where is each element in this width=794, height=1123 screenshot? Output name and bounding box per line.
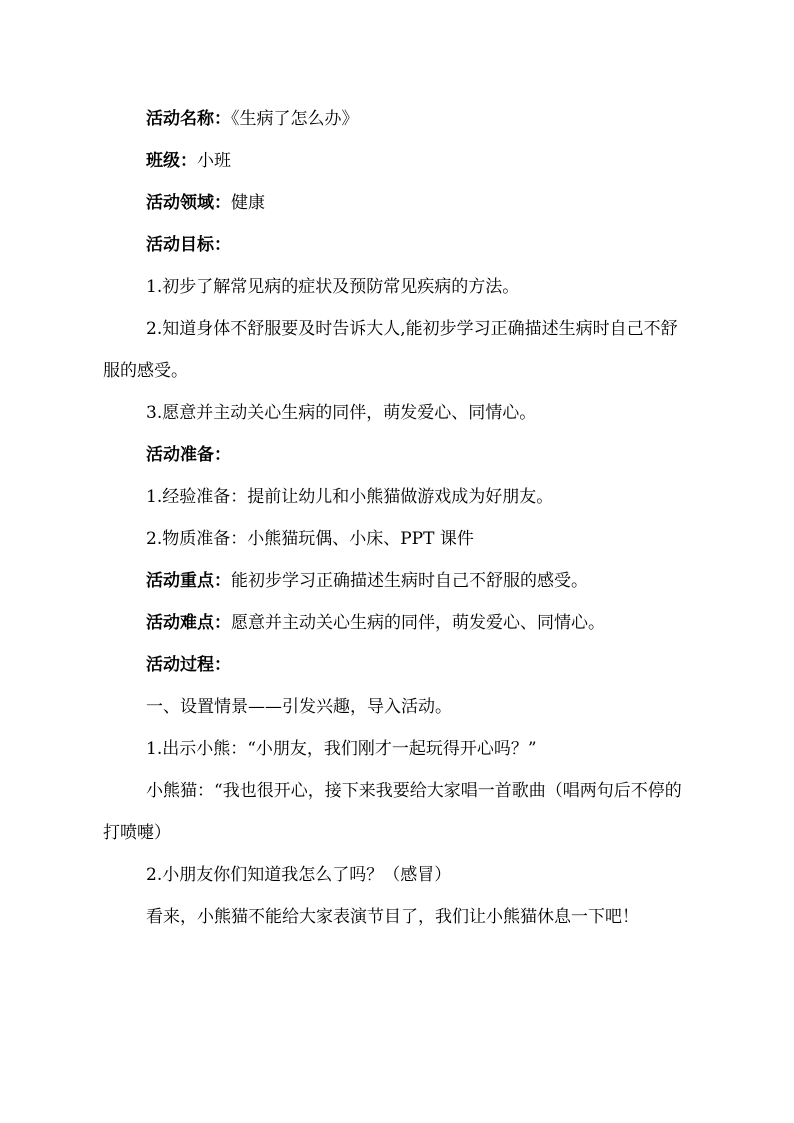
class-label: 班级： (146, 151, 197, 171)
goal-item: 1.初步了解常见病的症状及预防常见疾病的方法。 (146, 277, 520, 297)
domain-label: 活动领域： (146, 193, 231, 213)
process-step: 小熊猫：“我也很开心，接下来我要给大家唱一首歌曲（唱两句后不停的打喷嚏） (103, 781, 682, 843)
difficulty-value: 愿意并主动关心生病的同伴，萌发爱心、同情心。 (231, 613, 605, 633)
key-point-value: 能初步学习正确描述生病时自己不舒服的感受。 (231, 571, 588, 591)
process-step: 一、设置情景——引发兴趣，导入活动。 (146, 697, 452, 717)
class-line (103, 140, 693, 182)
key-point-line (103, 560, 693, 602)
process-heading: 活动过程： (146, 655, 231, 675)
activity-name-value: 《生病了怎么办》 (231, 109, 359, 129)
key-point-label: 活动重点： (146, 571, 231, 591)
goal-item: 2.知道身体不舒服要及时告诉大人,能初步学习正确描述生病时自己不舒服的感受。 (103, 319, 678, 381)
domain-value: 健康 (231, 193, 265, 213)
difficulty-label: 活动难点： (146, 613, 231, 633)
preparation-heading: 活动准备： (146, 445, 231, 465)
preparation-item: 2.物质准备：小熊猫玩偶、小床、PPT 课件 (146, 529, 474, 549)
class-value: 小班 (197, 151, 231, 171)
goal-item: 3.愿意并主动关心生病的同伴，萌发爱心、同情心。 (146, 403, 537, 423)
activity-name-line (103, 98, 693, 140)
document-page (103, 98, 693, 938)
difficulty-line (103, 602, 693, 644)
goals-heading: 活动目标： (146, 235, 231, 255)
domain-line (103, 182, 693, 224)
activity-name-label: 活动名称： (146, 109, 231, 129)
preparation-item: 1.经验准备：提前让幼儿和小熊猫做游戏成为好朋友。 (146, 487, 554, 507)
process-step: 1.出示小熊：“小朋友，我们刚才一起玩得开心吗？” (146, 739, 537, 759)
process-step: 2.小朋友你们知道我怎么了吗？（感冒） (146, 865, 452, 885)
process-step: 看来，小熊猫不能给大家表演节目了，我们让小熊猫休息一下吧！ (146, 907, 639, 927)
